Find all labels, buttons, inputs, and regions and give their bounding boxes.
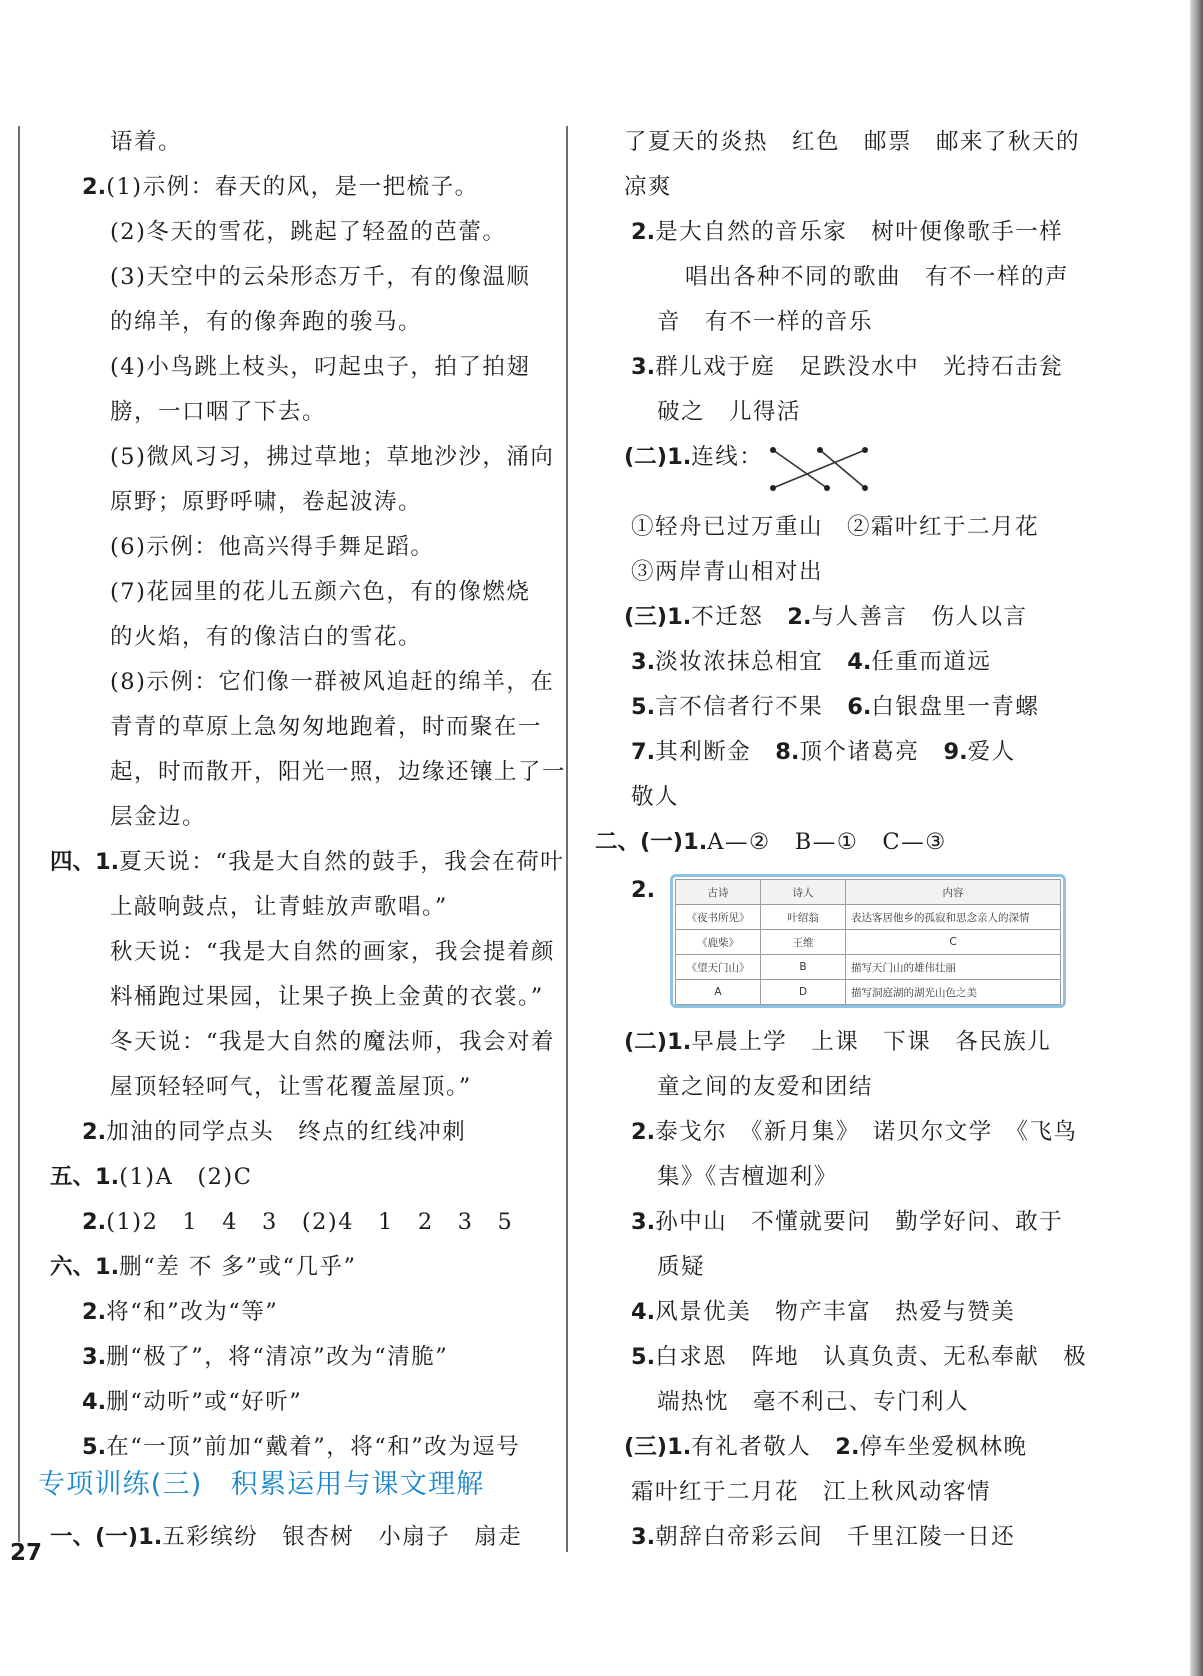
answer-line: 秋天说：“我是大自然的画家，我会提着颜	[110, 939, 556, 965]
answer-line: 集》《吉檀迦利》	[657, 1164, 838, 1190]
answer-line	[631, 1297, 1015, 1327]
page-binding-shadow	[1190, 0, 1203, 1676]
answer-line	[624, 442, 763, 472]
match-dot	[770, 447, 776, 453]
answer-line: 料桶跑过果园，让果子换上金黄的衣裳。”	[110, 984, 544, 1010]
answer-line	[82, 1207, 513, 1237]
answer-line: 屋顶轻轻呵气，让雪花覆盖屋顶。”	[110, 1074, 472, 1100]
answer-line: (8)示例：它们像一群被风追赶的绵羊，在	[110, 669, 555, 695]
answer-line	[50, 847, 564, 877]
answer-line: 的火焰，有的像洁白的雪花。	[110, 624, 423, 650]
answer-line: 了夏天的炎热 红色 邮票 邮来了秋天的	[624, 129, 1081, 155]
answer-text: 停车坐爱枫林晚	[859, 1434, 1028, 1460]
answer-line: (4)小鸟跳上枝头，叼起虫子，拍了拍翅	[110, 354, 531, 380]
table-row	[676, 980, 1061, 1005]
table-header-cell: 诗人	[761, 880, 846, 905]
answer-line	[631, 1342, 1087, 1372]
answer-text: 淡妆浓抹总相宜	[655, 649, 848, 675]
item-number: 2.	[82, 1209, 107, 1235]
answer-text: 将“和”改为“等”	[106, 1299, 279, 1325]
answer-line	[82, 1342, 448, 1372]
answer-line	[50, 1252, 357, 1282]
item-number: (二)1.	[624, 444, 692, 470]
item-number: 5.	[82, 1434, 107, 1460]
match-dot	[770, 485, 776, 491]
table-cell: 描写天门山的雄伟壮丽	[846, 955, 1061, 980]
answer-line: 童之间的友爱和团结	[657, 1074, 874, 1100]
item-number: 2.	[631, 877, 656, 903]
item-number: 2.	[82, 174, 107, 200]
answer-line	[82, 172, 479, 202]
answer-line: 凉爽	[624, 174, 673, 200]
answer-line: 霜叶红于二月花 江上秋风动客情	[631, 1479, 992, 1505]
item-number: 五、1.	[50, 1164, 120, 1190]
table-cell: 表达客居他乡的孤寂和思念亲人的深情	[846, 905, 1061, 930]
answer-line	[624, 602, 1028, 632]
item-number: 3.	[631, 649, 656, 675]
answer-text: 删“极了”，将“清凉”改为“清脆”	[106, 1344, 449, 1370]
item-number: 四、1.	[50, 849, 120, 875]
answer-line: 破之 儿得活	[657, 399, 802, 425]
item-number: 7.	[631, 739, 656, 765]
answer-text: 在“一顶”前加“戴着”，将“和”改为逗号	[106, 1434, 521, 1460]
answer-text: 言不信者行不果	[655, 694, 848, 720]
answer-line: 的绵羊，有的像奔跑的骏马。	[110, 309, 423, 335]
table-header-cell: 古诗	[676, 880, 761, 905]
answer-text: 任重而道远	[871, 649, 992, 675]
answer-line: 上敲响鼓点，让青蛙放声歌唱。”	[110, 894, 448, 920]
answer-line	[624, 1027, 1051, 1057]
answer-line	[631, 352, 1063, 382]
item-number: 六、1.	[50, 1254, 120, 1280]
answer-line	[631, 875, 655, 905]
answer-line: (7)花园里的花儿五颜六色，有的像燃烧	[110, 579, 531, 605]
answer-text: (1)A (2)C	[119, 1164, 253, 1190]
match-dot	[862, 447, 868, 453]
answer-line	[82, 1297, 278, 1327]
table-cell: 《望天门山》	[676, 955, 761, 980]
item-number: 3.	[631, 1524, 656, 1550]
item-number: 8.	[775, 739, 800, 765]
matching-lines-diagram	[765, 444, 873, 494]
answer-line	[82, 1117, 466, 1147]
answer-text: 五彩缤纷 银杏树 小扇子 扇走	[162, 1524, 523, 1550]
answer-line: (2)冬天的雪花，跳起了轻盈的芭蕾。	[110, 219, 507, 245]
answer-line: 层金边。	[110, 804, 207, 830]
item-number: 2.	[631, 1119, 656, 1145]
item-number: 9.	[943, 739, 968, 765]
answer-text: 顶个诸葛亮	[799, 739, 944, 765]
match-line	[820, 450, 865, 488]
answer-line: (3)天空中的云朵形态万千，有的像温顺	[110, 264, 531, 290]
answer-text: 泰戈尔 《新月集》 诺贝尔文学 《飞鸟	[655, 1119, 1078, 1145]
item-number: 4.	[631, 1299, 656, 1325]
table-cell: 《鹿柴》	[676, 930, 761, 955]
item-number: 3.	[631, 1209, 656, 1235]
answer-line: 端热忱 毫不利己、专门利人	[657, 1389, 970, 1415]
answer-text: 加油的同学点头 终点的红线冲刺	[106, 1119, 467, 1145]
answer-line: 起，时而散开，阳光一照，边缘还镶上了一	[110, 759, 567, 785]
answer-line	[631, 1207, 1063, 1237]
answer-text: 早晨上学 上课 下课 各民族儿	[691, 1029, 1052, 1055]
table-cell: 《夜书所见》	[676, 905, 761, 930]
item-number: (三)1.	[624, 604, 692, 630]
item-number: 4.	[847, 649, 872, 675]
answer-text: (1)2 1 4 3 (2)4 1 2 3 5	[106, 1209, 514, 1235]
table-header-row	[676, 880, 1061, 905]
answer-text: 爱人	[967, 739, 1016, 765]
answer-text: 夏天说：“我是大自然的鼓手，我会在荷叶	[119, 849, 565, 875]
item-number: 3.	[82, 1344, 107, 1370]
table-row	[676, 905, 1061, 930]
page-number: 27	[10, 1540, 43, 1566]
answer-text: (1)示例：春天的风，是一把梳子。	[106, 174, 479, 200]
answer-line: (5)微风习习，拂过草地；草地沙沙，涌向	[110, 444, 555, 470]
item-number: 4.	[82, 1389, 107, 1415]
answer-text: 删“动听”或“好听”	[106, 1389, 303, 1415]
table-cell: 王维	[761, 930, 846, 955]
item-number: 3.	[631, 354, 656, 380]
item-number: 6.	[847, 694, 872, 720]
answer-line	[631, 1117, 1077, 1147]
answer-line: 质疑	[657, 1254, 706, 1280]
table-cell: B	[761, 955, 846, 980]
item-number: 二、(一)1.	[595, 829, 708, 855]
table-row	[676, 955, 1061, 980]
answer-text: 孙中山 不懂就要问 勤学好问、敢于	[655, 1209, 1064, 1235]
answer-line: 原野；原野呼啸，卷起波涛。	[110, 489, 423, 515]
answer-line	[595, 827, 947, 857]
item-number: (三)1.	[624, 1434, 692, 1460]
answer-line: 敬人	[631, 784, 680, 810]
table-cell: A	[676, 980, 761, 1005]
item-number: 一、(一)1.	[50, 1524, 163, 1550]
answer-line	[50, 1522, 522, 1552]
answer-line	[631, 692, 1039, 722]
answer-text: 删“差 不 多”或“几乎”	[119, 1254, 357, 1280]
answer-text: 风景优美 物产丰富 热爱与赞美	[655, 1299, 1016, 1325]
answer-line	[631, 737, 1016, 767]
match-dot	[824, 485, 830, 491]
match-dot	[817, 447, 823, 453]
answer-line: 青青的草原上急匆匆地跑着，时而聚在一	[110, 714, 543, 740]
item-number: 2.	[835, 1434, 860, 1460]
answer-text: 不迁怒	[691, 604, 788, 630]
item-number: 2.	[82, 1119, 107, 1145]
item-number: 5.	[631, 1344, 656, 1370]
answer-text: 白银盘里一青螺	[871, 694, 1040, 720]
answer-text: 朝辞白帝彩云间 千里江陵一日还	[655, 1524, 1016, 1550]
poem-table-frame	[670, 874, 1066, 1008]
answer-line: ①轻舟已过万重山 ②霜叶红于二月花	[631, 514, 1040, 540]
answer-text: 群儿戏于庭 足跌没水中 光持石击瓮	[655, 354, 1064, 380]
table-cell: C	[846, 930, 1061, 955]
answer-line	[82, 1387, 302, 1417]
answer-line: 膀，一口咽了下去。	[110, 399, 327, 425]
answer-line	[631, 217, 1063, 247]
column-divider	[566, 126, 568, 1552]
poem-table	[675, 879, 1061, 1005]
table-cell: 描写洞庭湖的湖光山色之美	[846, 980, 1061, 1005]
answer-text: 白求恩 阵地 认真负责、无私奉献 极	[655, 1344, 1088, 1370]
item-number: 2.	[631, 219, 656, 245]
answer-line	[82, 1432, 520, 1462]
table-row	[676, 930, 1061, 955]
match-dot	[862, 485, 868, 491]
item-number: 2.	[787, 604, 812, 630]
answer-text: 有礼者敬人	[691, 1434, 836, 1460]
answer-line: (6)示例：他高兴得手舞足蹈。	[110, 534, 435, 560]
item-number: 2.	[82, 1299, 107, 1325]
answer-line: 语着。	[110, 129, 183, 155]
table-header-cell: 内容	[846, 880, 1061, 905]
answer-line	[50, 1162, 252, 1192]
answer-line: 唱出各种不同的歌曲 有不一样的声	[685, 264, 1070, 290]
table-cell: 叶绍翁	[761, 905, 846, 930]
answer-text: A—② B—① C—③	[707, 829, 947, 855]
answer-line	[631, 647, 991, 677]
answer-text: 连线：	[691, 444, 764, 470]
answer-line: 冬天说：“我是大自然的魔法师，我会对着	[110, 1029, 556, 1055]
answer-line	[624, 1432, 1028, 1462]
left-margin-rule	[18, 126, 20, 1542]
table-cell: D	[761, 980, 846, 1005]
answer-text: 与人善言 伤人以言	[811, 604, 1028, 630]
item-number: 5.	[631, 694, 656, 720]
item-number: (二)1.	[624, 1029, 692, 1055]
section-heading: 专项训练(三) 积累运用与课文理解	[38, 1469, 485, 1500]
answer-text: 是大自然的音乐家 树叶便像歌手一样	[655, 219, 1064, 245]
answer-line	[631, 1522, 1015, 1552]
answer-line: 音 有不一样的音乐	[657, 309, 874, 335]
answer-line: ③两岸青山相对出	[631, 559, 824, 585]
answer-text: 其利断金	[655, 739, 776, 765]
